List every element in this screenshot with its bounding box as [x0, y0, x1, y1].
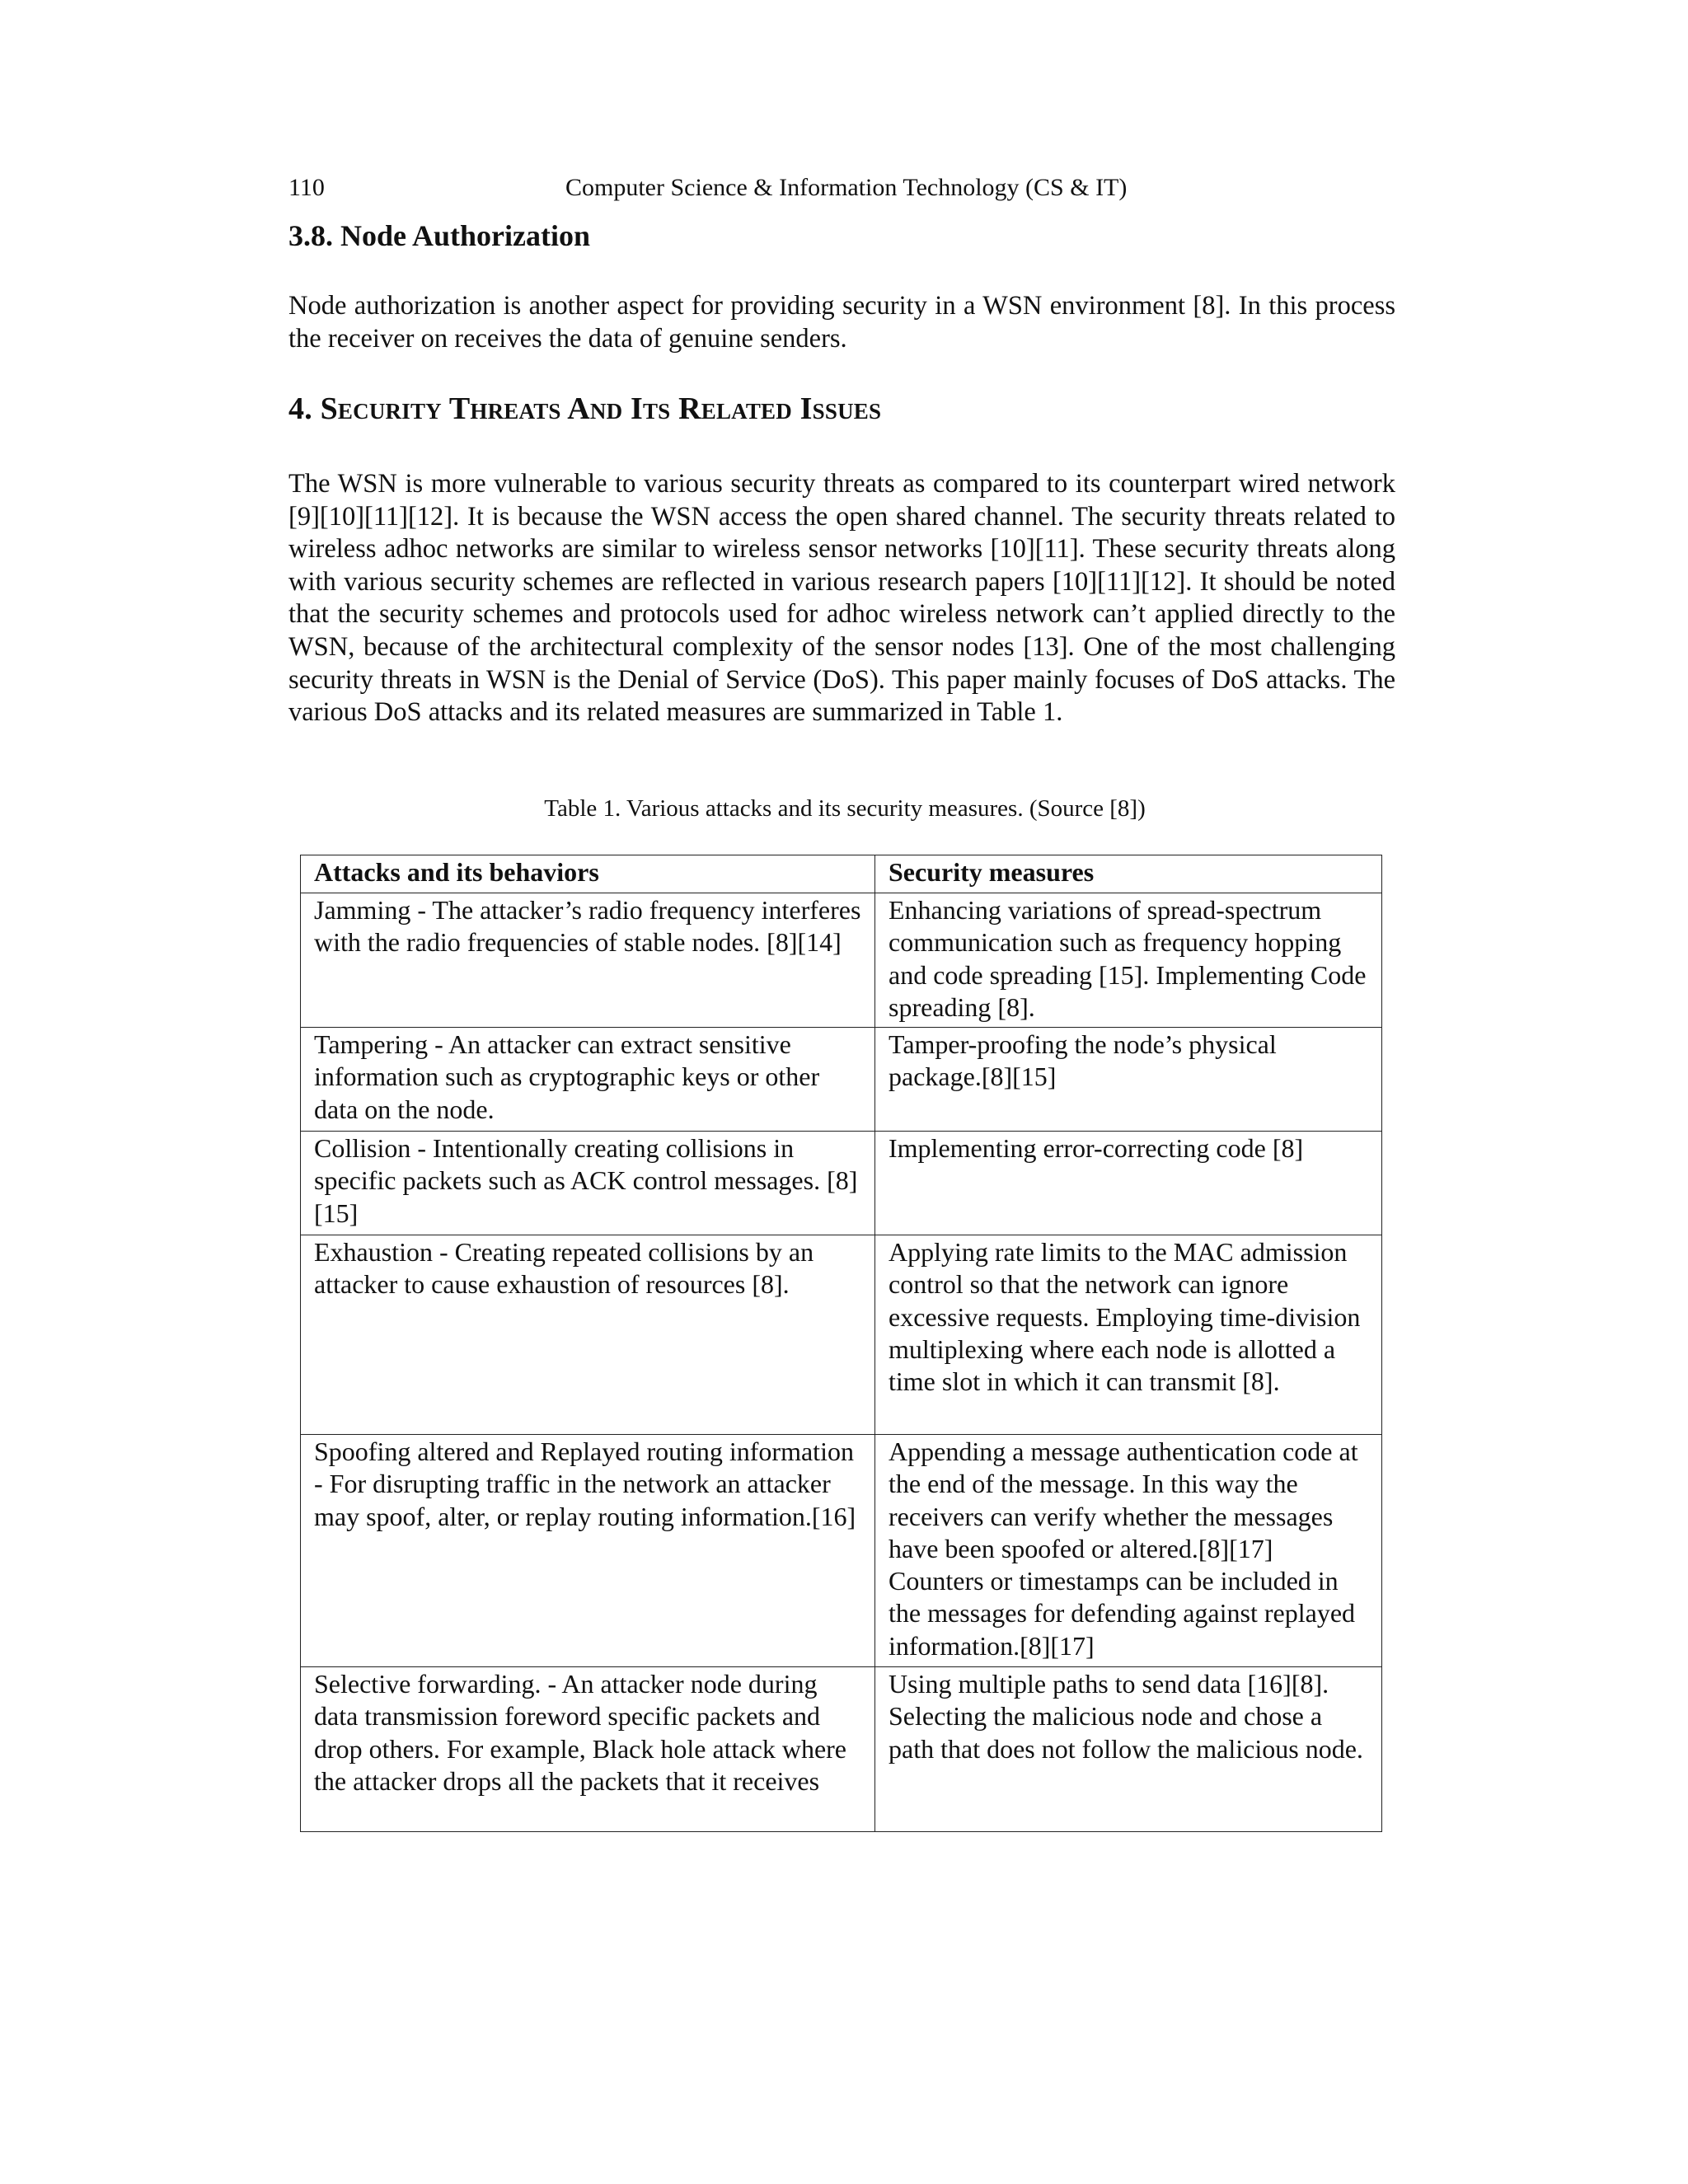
attack-cell: Collision - Intentionally creating collisions in specific packets such as ACK control messages. [8][15]	[301, 1132, 875, 1235]
measure-cell: Applying rate limits to the MAC admission control so that the network can ignore excessive requests. Employing time-division multiplexing where each node is allotted a time slot in which it can transmit [8].	[875, 1235, 1382, 1435]
journal-title: Computer Science & Information Technology (CS & IT)	[565, 174, 1128, 201]
paragraph-security-threats: The WSN is more vulnerable to various security threats as compared to its counterpart wired network [9][10][11][12]. It is because the WSN access the open shared channel. The security threats related to wireless adhoc networks are similar to wireless sensor networks [10][11]. These security threats along with various security schemes are reflected in various research papers [10][11][12]. It should be noted that the security schemes and protocols used for adhoc wireless network can’t applied directly to the WSN, because of the architectural complexity of the sensor nodes [13]. One of the most challenging security threats in WSN is the Denial of Service (DoS). This paper mainly focuses of DoS attacks. The various DoS attacks and its related measures are summarized in Table 1.	[288, 469, 1395, 728]
measure-cell: Implementing error-correcting code [8]	[875, 1132, 1382, 1235]
measure-cell: Tamper-proofing the node’s physical package.[8][15]	[875, 1028, 1382, 1132]
paragraph-node-authorization: Node authorization is another aspect for providing security in a WSN environment [8]. In this process the receiver on receives the data of genuine senders.	[288, 291, 1395, 354]
column-header-measures: Security measures	[875, 855, 1382, 893]
table-row	[301, 893, 1382, 1028]
table-row	[301, 1132, 1382, 1235]
column-header-attacks: Attacks and its behaviors	[301, 855, 875, 893]
page-number: 110	[288, 174, 325, 201]
attack-cell: Spoofing altered and Replayed routing information - For disrupting traffic in the network an attacker may spoof, alter, or replay routing information.[16]	[301, 1435, 875, 1667]
table-caption: Table 1. Various attacks and its security measures. (Source [8])	[544, 795, 1146, 822]
table-row	[301, 1435, 1382, 1667]
table-row	[301, 1667, 1382, 1832]
attack-cell: Exhaustion - Creating repeated collisions by an attacker to cause exhaustion of resources [8].	[301, 1235, 875, 1435]
attack-cell: Tampering - An attacker can extract sensitive information such as cryptographic keys or other data on the node.	[301, 1028, 875, 1132]
section-heading-node-authorization: 3.8. Node Authorization	[288, 219, 591, 252]
table-row	[301, 1028, 1382, 1132]
measure-cell: Using multiple paths to send data [16][8]. Selecting the malicious node and chose a path that does not follow the malicious node.	[875, 1667, 1382, 1832]
attack-cell: Selective forwarding. - An attacker node during data transmission foreword specific packets and drop others. For example, Black hole attack where the attacker drops all the packets that it receives	[301, 1667, 875, 1832]
table-row	[301, 1235, 1382, 1435]
section-heading-security-threats: 4. Security Threats And Its Related Issues	[288, 391, 882, 426]
table-header-row	[301, 855, 1382, 893]
measure-cell: Appending a message authentication code at the end of the message. In this way the receivers can verify whether the messages have been spoofed or altered.[8][17] Counters or timestamps can be included in the messages for defending against replayed information.[8][17]	[875, 1435, 1382, 1667]
measure-cell: Enhancing variations of spread-spectrum communication such as frequency hopping and code spreading [15]. Implementing Code spreading [8].	[875, 893, 1382, 1028]
attack-cell: Jamming - The attacker’s radio frequency interferes with the radio frequencies of stable nodes. [8][14]	[301, 893, 875, 1028]
attacks-table	[300, 855, 1382, 1832]
